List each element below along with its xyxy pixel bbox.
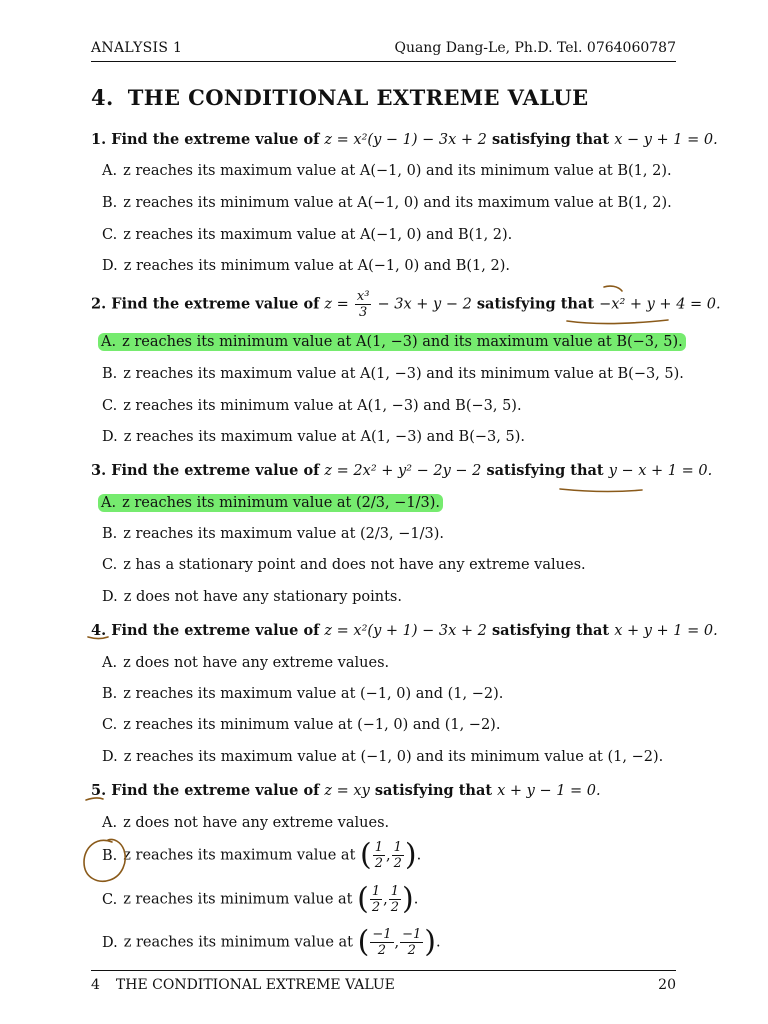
q4-option-b[interactable]: B. z reaches its maximum value at (−1, 0) and (1, −2). [102,686,504,702]
fraction: $\frac{1}{2}$ [390,884,399,915]
section-title [91,85,589,110]
fraction: $\frac{1}{2}$ [374,840,384,871]
highlight-marker: A. z reaches its minimum value at (2/3, −1/3). [98,494,443,512]
q5-option-a[interactable]: A. z does not have any extreme values. [102,815,390,831]
fraction: $\frac{-1}{2}$ [402,927,422,958]
page-number: 20 [658,977,676,993]
section-title-text: THE CONDITIONAL EXTREME VALUE [127,85,589,110]
question-1: 1. Find the extreme value of z = x²(y − 1) − 3x + 2 satisfying that x − y + 1 = 0. [91,131,718,148]
fraction: $\frac{-1}{2}$ [372,927,392,958]
footer-section-title: THE CONDITIONAL EXTREME VALUE [115,977,395,993]
fraction: $\frac{1}{2}$ [393,840,402,871]
highlight-marker: A. z reaches its minimum value at A(1, −3) and its maximum value at B(−3, 5). [98,333,686,351]
q3-option-d[interactable]: D. z does not have any stationary points. [102,589,402,605]
q2-fraction: $\frac{\text{x³}}{3}$ [356,289,370,320]
q3-option-a[interactable] [102,495,443,511]
ink-underline-q2-constraint [567,320,668,324]
page-footer [91,970,676,993]
q3-option-c[interactable]: C. z has a stationary point and does not have any extreme values. [102,557,586,573]
fraction: $\frac{1}{2}$ [371,884,381,915]
q2-option-a[interactable] [102,334,686,350]
q2-option-c[interactable]: C. z reaches its minimum value at A(1, −3) and B(−3, 5). [102,398,522,414]
footer-section-number: 4 [91,977,100,993]
header-course: ANALYSIS 1 [91,40,183,56]
q5-option-d[interactable]: D. z reaches its minimum value at ( $\frac{-1}{2}$ , $\frac{-1}{2}$ ). [102,924,441,960]
q4-option-d[interactable]: D. z reaches its maximum value at (−1, 0) and its minimum value at (1, −2). [102,749,664,765]
question-5: 5. Find the extreme value of z = xy satisfying that x + y − 1 = 0. [91,782,601,799]
q4-option-a[interactable]: A. z does not have any extreme values. [102,655,390,671]
q4-option-c[interactable]: C. z reaches its minimum value at (−1, 0) and (1, −2). [102,717,501,733]
q1-option-c[interactable]: C. z reaches its maximum value at A(−1, 0) and B(1, 2). [102,227,513,243]
ink-underline-q3-constraint [560,489,642,491]
q5-option-b[interactable]: B. z reaches its maximum value at ( $\frac{1}{2}$ , $\frac{1}{2}$ ). [102,837,422,873]
q2-option-b[interactable]: B. z reaches its maximum value at A(1, −3) and its minimum value at B(−3, 5). [102,366,684,382]
q1-option-d[interactable]: D. z reaches its minimum value at A(−1, 0) and B(1, 2). [102,258,510,274]
q2-option-d[interactable]: D. z reaches its maximum value at A(1, −3) and B(−3, 5). [102,429,525,445]
question-3: 3. Find the extreme value of z = 2x² + y² − 2y − 2 satisfying that y − x + 1 = 0. [91,462,713,479]
q1-option-b[interactable]: B. z reaches its minimum value at A(−1, 0) and its maximum value at B(1, 2). [102,195,672,211]
q5-option-c[interactable]: C. z reaches its minimum value at ( $\frac{1}{2}$ , $\frac{1}{2}$ ). [102,881,419,917]
question-4: 4. Find the extreme value of z = x²(y + 1) − 3x + 2 satisfying that x + y + 1 = 0. [91,622,718,639]
q1-option-a[interactable]: A. z reaches its maximum value at A(−1, 0) and its minimum value at B(1, 2). [102,163,672,179]
question-2: 2. Find the extreme value of z = $\frac{\text{x³}}{3}$ − 3x + y − 2 satisfying that −x² + y + 4 = 0. [91,289,721,320]
section-number: 4. [91,85,114,110]
page-header [91,40,676,62]
q3-option-b[interactable]: B. z reaches its maximum value at (2/3, −1/3). [102,526,444,542]
header-author: Quang Dang-Le, Ph.D. Tel. 0764060787 [394,40,676,56]
